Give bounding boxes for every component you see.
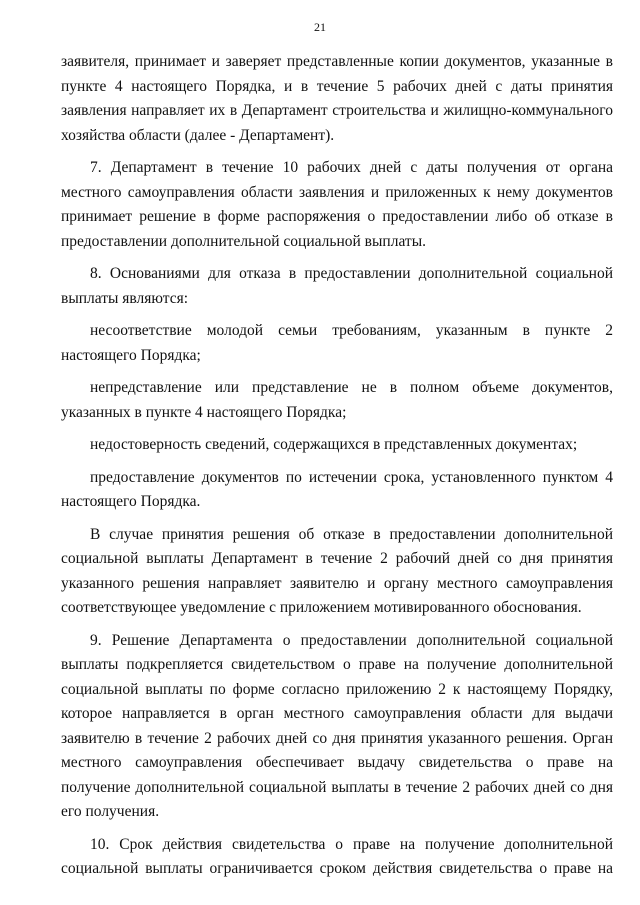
- paragraph-ground-3: недостоверность сведений, содержащихся в представленных документах;: [90, 436, 578, 453]
- paragraph-item-7: 7. Департамент в течение 10 рабочих дней с даты получения от органа местного самоуправления области заявления и приложенных к нему документов принимает решение в форме распоряжения о предоставлении либо об отказе в предоставлении дополнительной социальной выплаты.: [61, 159, 613, 250]
- paragraph-item-8: 8. Основаниями для отказа в предоставлении дополнительной социальной выплаты являются:: [61, 265, 613, 307]
- paragraph-refusal-notice: В случае принятия решения об отказе в предоставлении дополнительной социальной выплаты Департамент в течение 2 рабочий дней со дня принятия указанного решения направляет заявителю и органу местного самоуправления соответствующее уведомление с приложением мотивированного обоснования.: [61, 525, 613, 616]
- document-body: [61, 50, 613, 882]
- paragraph-ground-2: непредставление или представление не в полном объеме документов, указанных в пункте 4 настоящего Порядка;: [61, 379, 613, 421]
- paragraph-item-10: 10. Срок действия свидетельства о праве на получение дополнительной социальной выплаты ограничивается сроком действия свидетельства о праве на: [61, 835, 613, 877]
- paragraph-item-9: 9. Решение Департамента о предоставлении дополнительной социальной выплаты подкрепляется свидетельством о праве на получение дополнительной социальной выплаты по форме согласно приложению 2 к настоящему Порядку, которое направляется в орган местного самоуправления области для выдачи заявителю в течение 2 рабочих дней со дня принятия указанного решения. Орган местного самоуправления обеспечивает выдачу свидетельства о праве на получение дополнительной социальной выплаты в течение 2 рабочих дней со дня его получения.: [61, 631, 613, 820]
- paragraph-ground-4: предоставление документов по истечении срока, установленного пунктом 4 настоящего Порядка.: [61, 468, 613, 510]
- paragraph-continuation: заявителя, принимает и заверяет представленные копии документов, указанные в пункте 4 настоящего Порядка, и в течение 5 рабочих дней с даты принятия заявления направляет их в Департамент строительства и жилищно-коммунального хозяйства области (далее - Департамент).: [61, 53, 613, 144]
- paragraph-ground-1: несоответствие молодой семьи требованиям, указанным в пункте 2 настоящего Порядка;: [61, 322, 613, 364]
- page-number: 21: [314, 20, 326, 34]
